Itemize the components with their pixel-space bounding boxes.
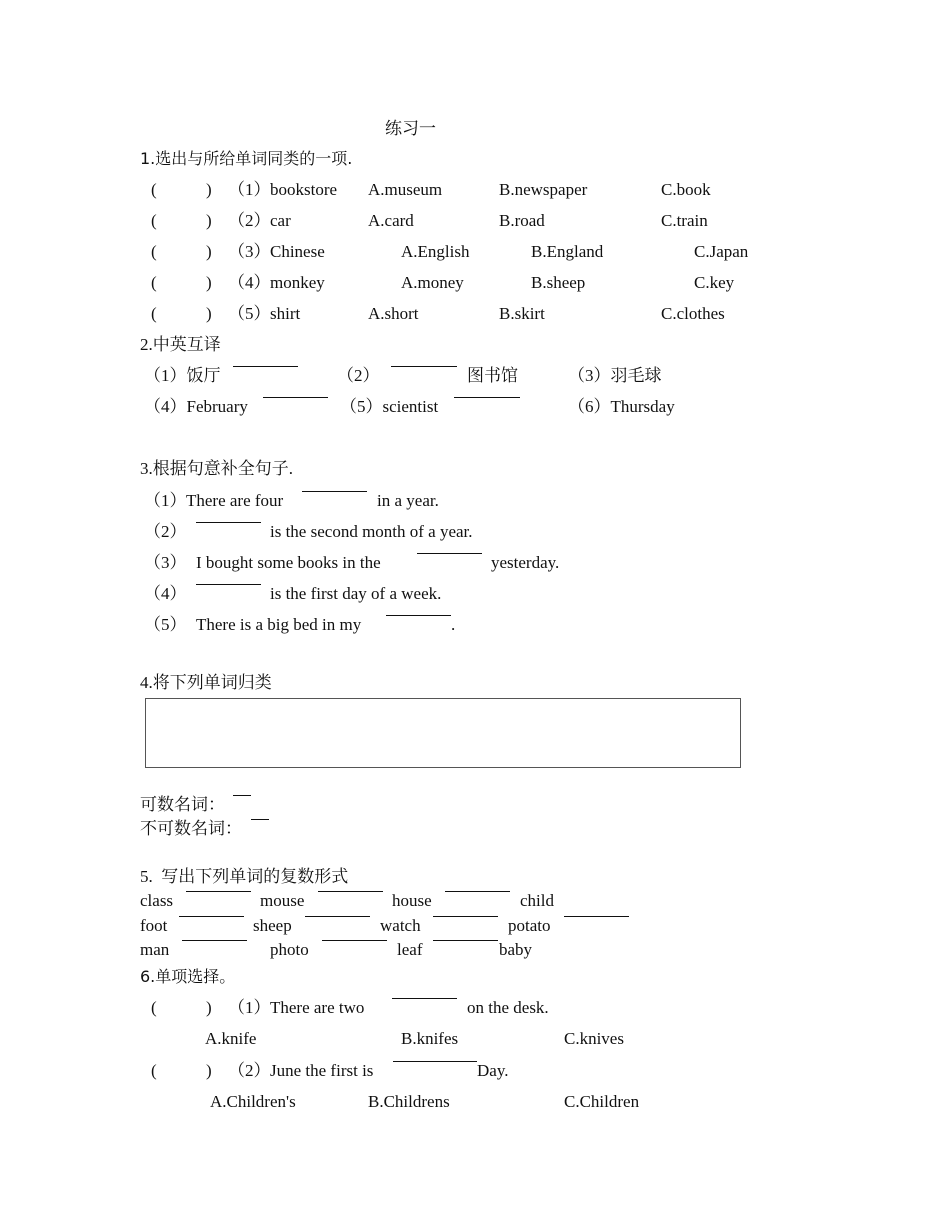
- paren-open: (: [151, 1061, 157, 1080]
- sentence-number: （5）: [144, 615, 187, 634]
- section-5-heading: 5. 写出下列单词的复数形式: [140, 867, 349, 886]
- question-number: （3）: [228, 242, 271, 261]
- answer-blank[interactable]: [179, 916, 244, 917]
- option-c: C.key: [694, 273, 735, 292]
- option-a: A.money: [401, 273, 464, 292]
- answer-blank[interactable]: [233, 366, 298, 367]
- sentence-text: in a year.: [377, 491, 439, 510]
- option-c: C.clothes: [661, 304, 725, 323]
- question-number: （5）: [228, 304, 271, 323]
- option-c: C.train: [661, 211, 708, 230]
- option-c: C.knives: [564, 1029, 624, 1048]
- plural-word: man: [140, 940, 170, 959]
- answer-blank[interactable]: [386, 615, 451, 616]
- plural-word: class: [140, 891, 174, 910]
- sentence-text: There is a big bed in my: [196, 615, 362, 634]
- answer-blank[interactable]: [318, 891, 383, 892]
- option-b: B.road: [499, 211, 545, 230]
- paren-open: (: [151, 242, 157, 261]
- paren-close: ): [206, 242, 212, 261]
- plural-word: mouse: [260, 891, 305, 910]
- given-word: shirt: [270, 304, 301, 323]
- question-number: （2）: [228, 211, 271, 230]
- answer-blank[interactable]: [454, 397, 520, 398]
- word-box: [145, 698, 741, 768]
- answer-blank[interactable]: [433, 940, 498, 941]
- paren-open: (: [151, 998, 157, 1017]
- option-c: C.Children: [564, 1092, 640, 1111]
- paren-open: (: [151, 273, 157, 292]
- given-word: car: [270, 211, 291, 230]
- option-a: A.card: [368, 211, 414, 230]
- option-a: A.knife: [205, 1029, 257, 1048]
- option-a: A.short: [368, 304, 419, 323]
- answer-blank[interactable]: [391, 366, 457, 367]
- sentence-number: （1）: [144, 491, 187, 510]
- plural-word: foot: [140, 916, 168, 935]
- answer-blank[interactable]: [196, 522, 261, 523]
- sentence-text: .: [451, 615, 456, 634]
- option-b: B.England: [531, 242, 604, 261]
- option-b: B.skirt: [499, 304, 545, 323]
- paren-close: ): [206, 180, 212, 199]
- countable-label: 可数名词：: [140, 795, 225, 814]
- plural-word: baby: [499, 940, 533, 959]
- given-word: bookstore: [270, 180, 338, 199]
- answer-blank[interactable]: [186, 891, 251, 892]
- answer-blank[interactable]: [392, 998, 457, 999]
- given-word: monkey: [270, 273, 325, 292]
- paren-close: ): [206, 211, 212, 230]
- section-3-heading: 3.根据句意补全句子.: [140, 459, 293, 478]
- plural-word: sheep: [253, 916, 292, 935]
- answer-blank[interactable]: [433, 916, 498, 917]
- paren-close: ): [206, 998, 212, 1017]
- sentence-text: I bought some books in the: [196, 553, 381, 572]
- plural-word: watch: [380, 916, 421, 935]
- sentence-text: is the second month of a year.: [270, 522, 473, 541]
- answer-blank[interactable]: [182, 940, 247, 941]
- answer-blank[interactable]: [393, 1061, 477, 1062]
- question-number: （2）: [228, 1061, 271, 1080]
- translate-item: （3）羽毛球: [568, 366, 662, 385]
- sentence-text: is the first day of a week.: [270, 584, 442, 603]
- question-text: June the first is: [270, 1061, 374, 1080]
- translate-item: （5）scientist: [340, 397, 439, 416]
- option-c: C.book: [661, 180, 711, 199]
- plural-word: potato: [508, 916, 551, 935]
- answer-blank[interactable]: [322, 940, 387, 941]
- option-a: A.Children's: [210, 1092, 296, 1111]
- question-number: （1）: [228, 998, 271, 1017]
- question-text: on the desk.: [467, 998, 549, 1017]
- translate-item: （1）饭厅: [144, 366, 221, 385]
- option-b: B.knifes: [401, 1029, 459, 1048]
- question-text: Day.: [477, 1061, 509, 1080]
- answer-blank[interactable]: [233, 795, 251, 796]
- section-4-heading: 4.将下列单词归类: [140, 673, 272, 692]
- paren-close: ): [206, 1061, 212, 1080]
- paren-close: ): [206, 273, 212, 292]
- answer-blank[interactable]: [305, 916, 370, 917]
- translate-item: （4）February: [144, 397, 248, 416]
- answer-blank[interactable]: [445, 891, 510, 892]
- option-b: B.Childrens: [368, 1092, 450, 1111]
- plural-word: leaf: [397, 940, 423, 959]
- paren-open: (: [151, 211, 157, 230]
- page-title: 练习一: [385, 119, 436, 138]
- option-c: C.Japan: [694, 242, 749, 261]
- plural-word: house: [392, 891, 432, 910]
- paren-open: (: [151, 180, 157, 199]
- translate-item: （2）: [337, 366, 380, 385]
- paren-open: (: [151, 304, 157, 323]
- section-6-heading: 6.单项选择。: [140, 967, 236, 986]
- answer-blank[interactable]: [564, 916, 629, 917]
- answer-blank[interactable]: [196, 584, 261, 585]
- sentence-number: （3）: [144, 553, 187, 572]
- answer-blank[interactable]: [251, 819, 269, 820]
- paren-close: ): [206, 304, 212, 323]
- section-2-heading: 2.中英互译: [140, 335, 221, 354]
- given-word: Chinese: [270, 242, 325, 261]
- question-number: （4）: [228, 273, 271, 292]
- plural-word: child: [520, 891, 554, 910]
- option-b: B.newspaper: [499, 180, 588, 199]
- uncountable-label: 不可数名词：: [140, 819, 242, 838]
- option-a: A.museum: [368, 180, 443, 199]
- section-1-heading: 1.选出与所给单词同类的一项.: [140, 149, 353, 168]
- question-text: There are two: [270, 998, 365, 1017]
- plural-word: photo: [270, 940, 309, 959]
- sentence-number: （4）: [144, 584, 187, 603]
- answer-blank[interactable]: [302, 491, 367, 492]
- option-a: A.English: [401, 242, 470, 261]
- sentence-text: There are four: [186, 491, 284, 510]
- question-number: （1）: [228, 180, 271, 199]
- translate-item: （6）Thursday: [568, 397, 675, 416]
- answer-blank[interactable]: [263, 397, 328, 398]
- translate-item: 图书馆: [467, 366, 518, 385]
- option-b: B.sheep: [531, 273, 586, 292]
- answer-blank[interactable]: [417, 553, 482, 554]
- sentence-number: （2）: [144, 522, 187, 541]
- sentence-text: yesterday.: [491, 553, 560, 572]
